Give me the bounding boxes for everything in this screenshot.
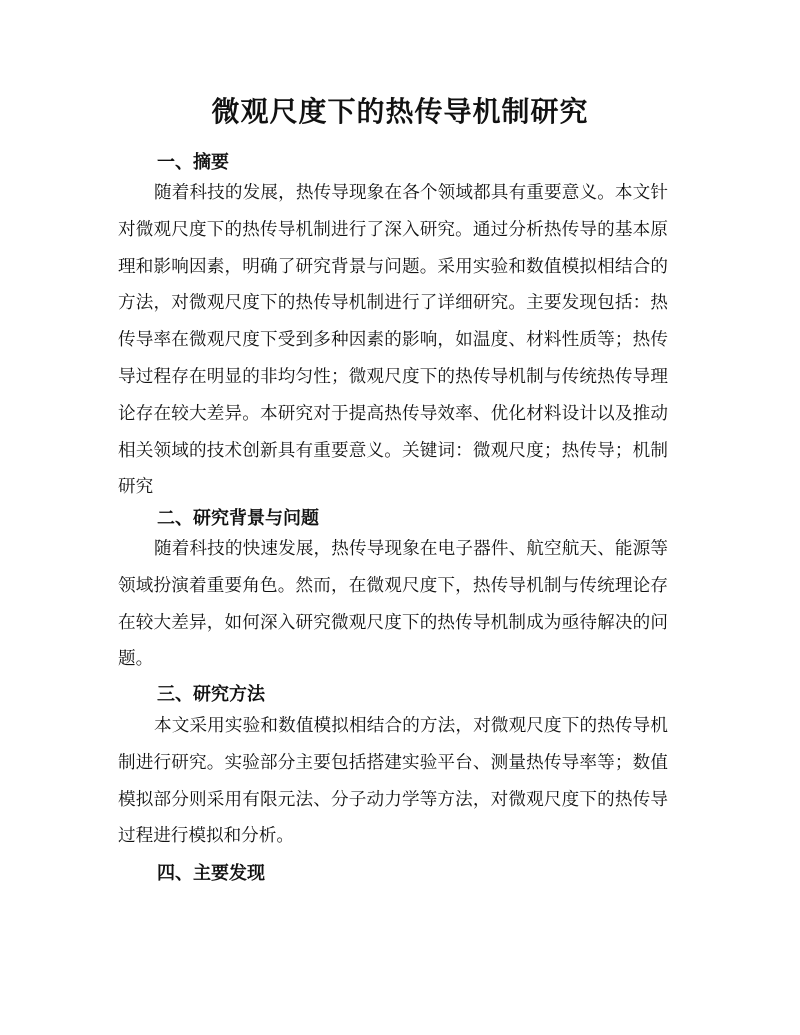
section-heading-abstract: 一、摘要: [157, 152, 229, 173]
section-paragraph-background: 随着科技的快速发展，热传导现象在电子器件、航空航天、能源等领域扮演着重要角色。然而，在微观尺度下，热传导机制与传统理论存在较大差异，如何深入研究微观尺度下的热传导机制成为亟待解决的问题。: [118, 539, 668, 670]
section-heading-methods: 三、研究方法: [157, 684, 265, 705]
document-title: 微观尺度下的热传导机制研究: [211, 95, 589, 128]
section-heading-findings: 四、主要发现: [157, 863, 265, 884]
section-heading-background: 二、研究背景与问题: [157, 508, 319, 529]
section-paragraph-abstract: 随着科技的发展，热传导现象在各个领域都具有重要意义。本文针对微观尺度下的热传导机制进行了深入研究。通过分析热传导的基本原理和影响因素，明确了研究背景与问题。采用实验和数值模拟相结合的方法，对微观尺度下的热传导机制进行了详细研究。主要发现包括：热传导率在微观尺度下受到多种因素的影响，如温度、材料性质等；热传导过程存在明显的非均匀性；微观尺度下的热传导机制与传统热传导理论存在较大差异。本研究对于提高热传导效率、优化材料设计以及推动相关领域的技术创新具有重要意义。关键词：微观尺度；热传导；机制研究: [118, 183, 668, 498]
section-paragraph-methods: 本文采用实验和数值模拟相结合的方法，对微观尺度下的热传导机制进行研究。实验部分主要包括搭建实验平台、测量热传导率等；数值模拟部分则采用有限元法、分子动力学等方法，对微观尺度下的热传导过程进行模拟和分析。: [118, 716, 668, 847]
